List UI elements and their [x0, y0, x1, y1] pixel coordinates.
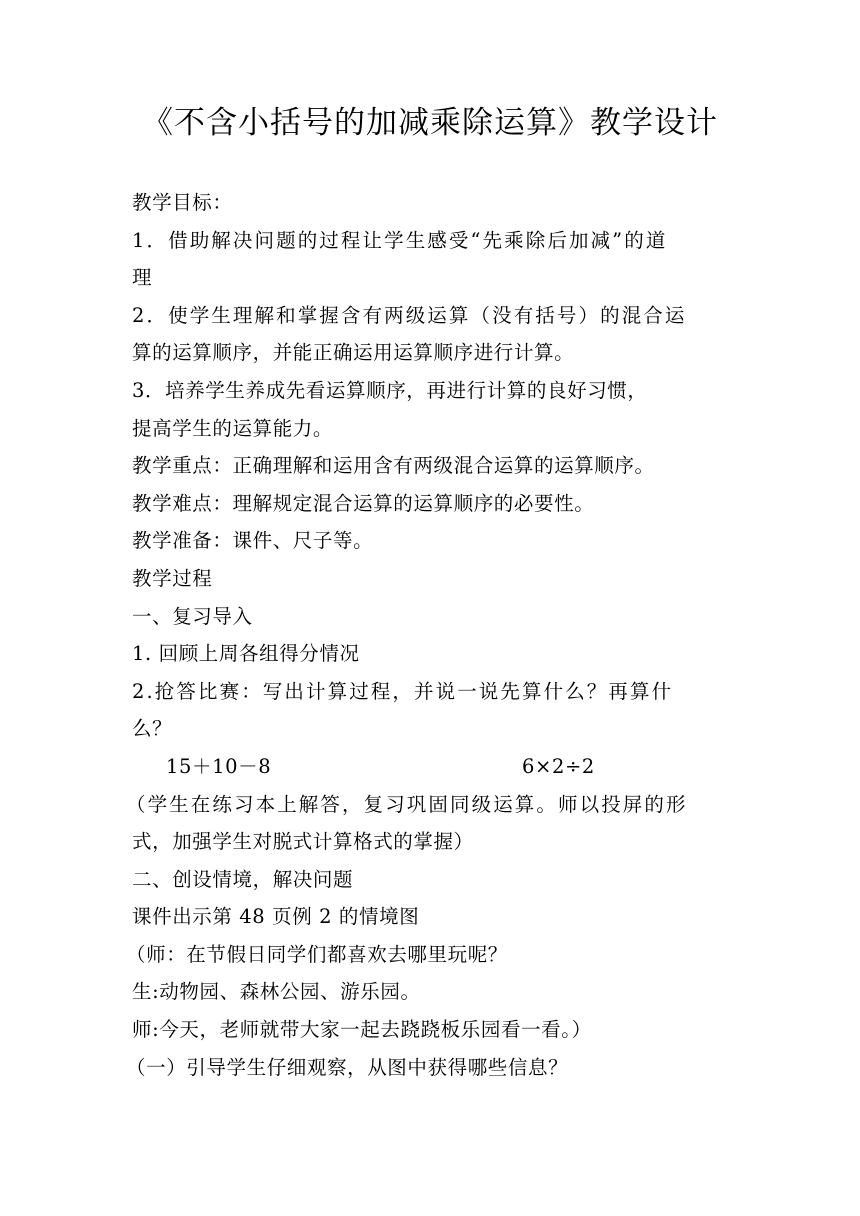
objective-2-line-2: 算的运算顺序，并能正确运用运算顺序进行计算。	[132, 341, 575, 365]
teacher-question: （师：在节假日同学们都喜欢去哪里玩呢？	[126, 942, 508, 966]
section-heading-objectives: 教学目标：	[132, 191, 233, 214]
practice-note-line-1: （学生在练习本上解答，复习巩固同级运算。师以投屏的形	[126, 792, 688, 816]
objective-1-line-2: 理	[132, 266, 153, 290]
review-item-2-line-2: 么？	[132, 717, 173, 741]
difficult-point: 教学难点：理解规定混合运算的运算顺序的必要性。	[132, 491, 595, 515]
subsection-scenario: 二、创设情境，解决问题	[132, 867, 354, 891]
formula-row	[132, 748, 732, 786]
objective-1-line-1: 1．借助解决问题的过程让学生感受“先乘除后加减”的道	[132, 228, 668, 252]
objective-3-line-2: 提高学生的运算能力。	[132, 416, 334, 440]
document-body	[126, 184, 732, 1086]
subsection-review: 一、复习导入	[132, 604, 253, 628]
formula-2: 6×2÷2	[522, 754, 595, 778]
review-item-2-line-1: 2.抢答比赛：写出计算过程，并说一说先算什么？再算什	[132, 679, 674, 703]
teaching-preparation: 教学准备：课件、尺子等。	[132, 529, 374, 553]
teacher-statement: 师:今天，老师就带大家一起去跷跷板乐园看一看。）	[132, 1018, 592, 1042]
review-item-1: 1. 回顾上周各组得分情况	[132, 642, 360, 666]
student-answer: 生:动物园、森林公园、游乐园。	[132, 980, 421, 1004]
objective-2-line-1: 2．使学生理解和掌握含有两级运算（没有括号）的混合运	[132, 303, 687, 327]
formula-1: 15＋10－8	[166, 754, 272, 778]
key-point: 教学重点：正确理解和运用含有两级混合运算的运算顺序。	[132, 454, 655, 478]
observation-prompt: （一）引导学生仔细观察，从图中获得哪些信息？	[126, 1055, 569, 1079]
courseware-note: 课件出示第 48 页例 2 的情境图	[132, 905, 420, 929]
practice-note-line-2: 式，加强学生对脱式计算格式的掌握）	[132, 830, 474, 854]
section-heading-process: 教学过程	[132, 566, 213, 590]
document-title: 《不含小括号的加减乘除运算》教学设计	[142, 105, 718, 141]
objective-3-line-1: 3．培养学生养成先看运算顺序，再进行计算的良好习惯，	[132, 378, 648, 402]
